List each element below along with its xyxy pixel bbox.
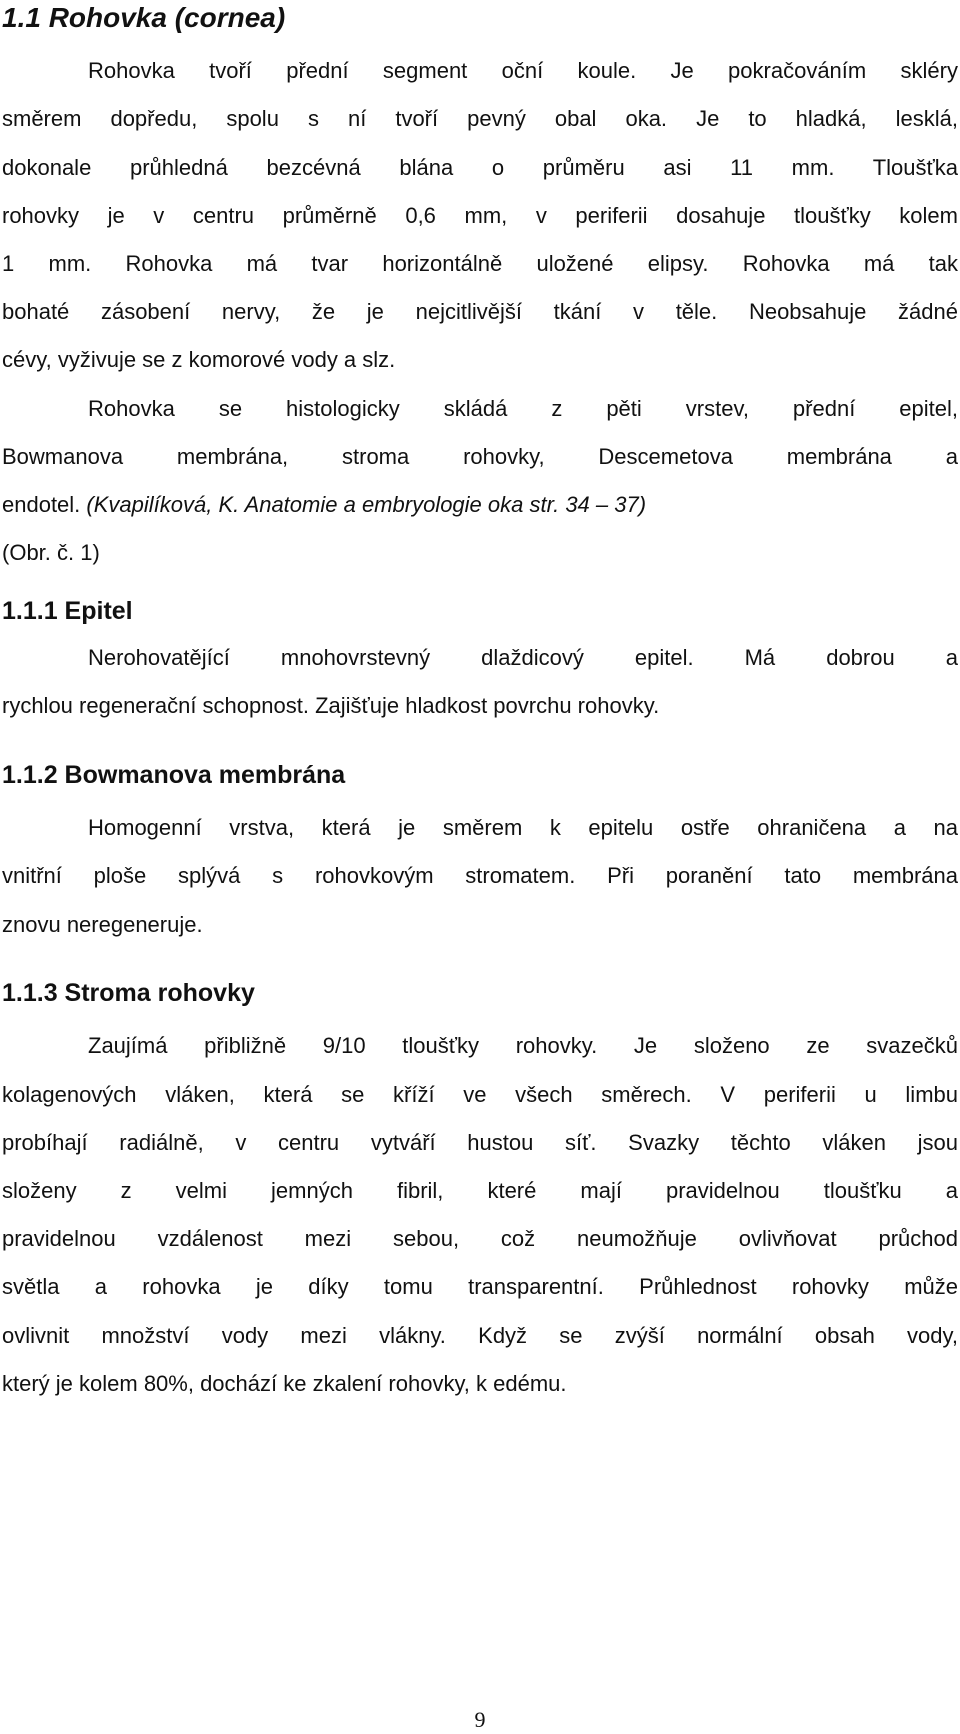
subsection-heading-bowman: 1.1.2 Bowmanova membrána	[2, 761, 346, 789]
intro-line: 1 mm. Rohovka má tvar horizontálně uložené elipsy. Rohovka má tak	[2, 251, 958, 276]
page-number: 9	[474, 1707, 486, 1732]
intro-line: Rohovka tvoří přední segment oční koule. Je pokračováním skléry	[88, 58, 958, 83]
layers-line: Rohovka se histologicky skládá z pěti vrstev, přední epitel,	[88, 396, 958, 421]
intro-line: rohovky je v centru průměrně 0,6 mm, v periferii dosahuje tloušťky kolem	[2, 203, 958, 228]
section-heading: 1.1 Rohovka (cornea)	[2, 2, 286, 33]
epitel-line: rychlou regenerační schopnost. Zajišťuje hladkost povrchu rohovky.	[2, 693, 660, 718]
stroma-line: světla a rohovka je díky tomu transparentní. Průhlednost rohovky může	[2, 1274, 958, 1299]
intro-line: cévy, vyživuje se z komorové vody a slz.	[2, 347, 396, 372]
citation: (Kvapilíková, K. Anatomie a embryologie oka str. 34 – 37)	[86, 492, 647, 517]
intro-line: dokonale průhledná bezcévná blána o průměru asi 11 mm. Tloušťka	[2, 155, 958, 180]
bowman-line: znovu neregeneruje.	[2, 912, 203, 937]
stroma-line: kolagenových vláken, která se kříží ve všech směrech. V periferii u limbu	[2, 1082, 958, 1107]
stroma-line: Zaujímá přibližně 9/10 tloušťky rohovky. Je složeno ze svazečků	[88, 1033, 958, 1058]
intro-line: směrem dopředu, spolu s ní tvoří pevný obal oka. Je to hladká, lesklá,	[2, 106, 958, 131]
subsection-heading-epitel: 1.1.1 Epitel	[2, 597, 133, 625]
layers-line: Bowmanova membrána, stroma rohovky, Descemetova membrána a	[2, 444, 958, 469]
intro-line: bohaté zásobení nervy, že je nejcitlivější tkání v těle. Neobsahuje žádné	[2, 299, 958, 324]
subsection-heading-stroma: 1.1.3 Stroma rohovky	[2, 979, 255, 1007]
layers-line-last	[2, 490, 958, 520]
figure-reference: (Obr. č. 1)	[2, 540, 100, 565]
stroma-line: složeny z velmi jemných fibril, které mají pravidelnou tloušťku a	[2, 1178, 958, 1203]
epitel-line: Nerohovatějící mnohovrstevný dlaždicový epitel. Má dobrou a	[88, 645, 958, 670]
stroma-line: ovlivnit množství vody mezi vlákny. Když se zvýší normální obsah vody,	[2, 1323, 958, 1348]
layers-text: endotel.	[2, 492, 87, 517]
bowman-line: Homogenní vrstva, která je směrem k epitelu ostře ohraničena a na	[88, 815, 958, 840]
stroma-line: pravidelnou vzdálenost mezi sebou, což neumožňuje ovlivňovat průchod	[2, 1226, 958, 1251]
stroma-line: probíhají radiálně, v centru vytváří hustou síť. Svazky těchto vláken jsou	[2, 1130, 958, 1155]
bowman-line: vnitřní ploše splývá s rohovkovým stromatem. Při poranění tato membrána	[2, 863, 958, 888]
stroma-line: který je kolem 80%, dochází ke zkalení rohovky, k edému.	[2, 1371, 567, 1396]
